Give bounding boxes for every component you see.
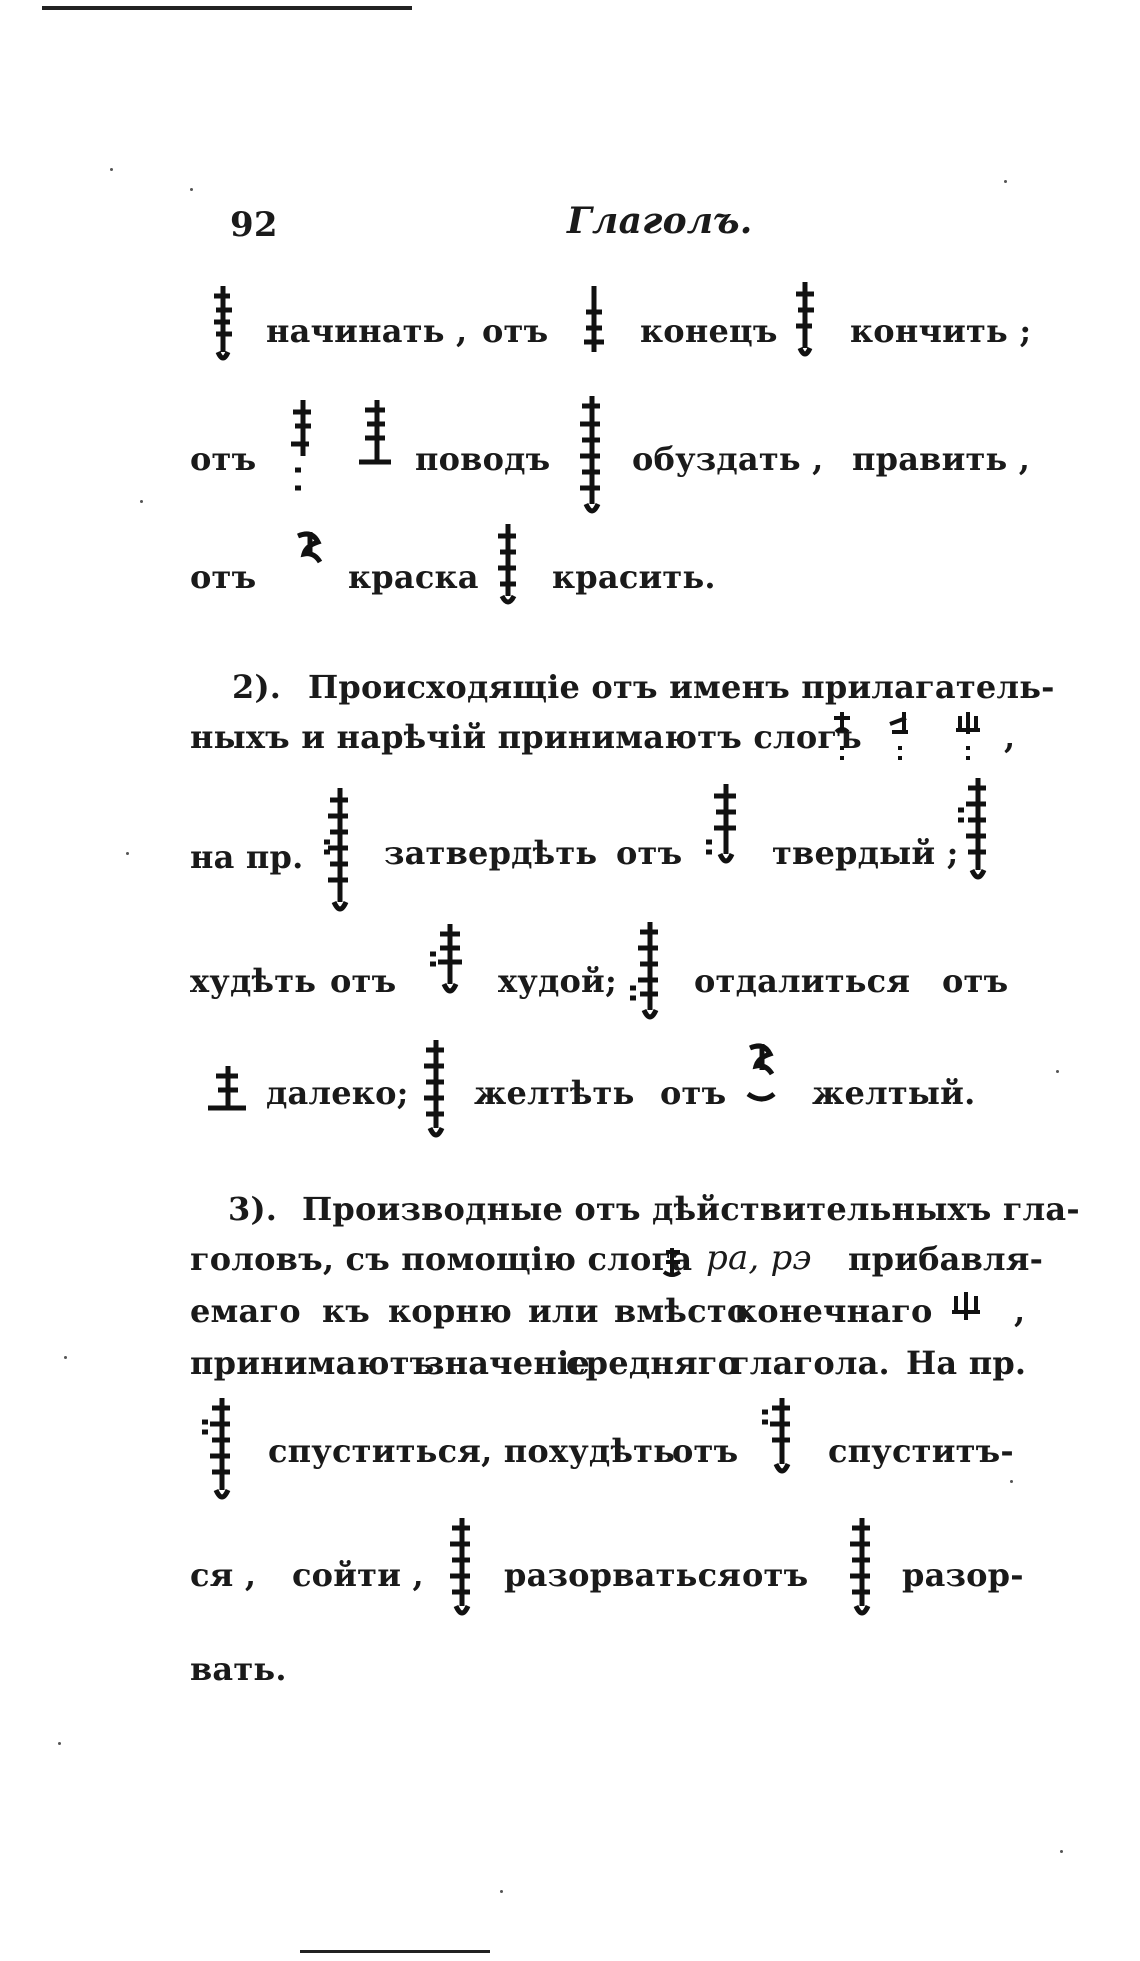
text: затвердѣть <box>384 834 598 872</box>
text: вать. <box>190 1650 287 1688</box>
text: отъ <box>616 834 683 872</box>
mongolian-suffix-icon <box>660 1244 686 1278</box>
text: глагола. <box>730 1344 890 1382</box>
mongolian-word-icon <box>440 1514 480 1626</box>
mongolian-word-icon <box>624 918 668 1030</box>
text: или <box>528 1292 599 1330</box>
scan-speck <box>58 1742 61 1745</box>
top-page-rule <box>42 6 412 10</box>
text: ра, рэ <box>706 1238 812 1278</box>
mongolian-suffix-icon <box>946 1288 986 1328</box>
mongolian-word-icon <box>355 396 395 476</box>
mongolian-word-icon <box>204 1062 250 1118</box>
text: твердый ; <box>772 834 959 872</box>
text: далеко; <box>266 1074 409 1112</box>
mongolian-word-icon <box>285 396 319 506</box>
mongolian-word-icon <box>742 1040 782 1112</box>
text: спуститься, похудѣть <box>268 1432 676 1470</box>
scan-speck <box>64 1356 67 1359</box>
text: отъ <box>190 558 257 596</box>
mongolian-word-icon <box>840 1514 880 1626</box>
mongolian-word-icon <box>490 520 524 612</box>
text: конецъ <box>640 312 778 350</box>
text: красить. <box>552 558 716 596</box>
text: , <box>1004 718 1016 756</box>
text: на пр. <box>190 838 304 876</box>
running-title: Глаголъ. <box>567 200 753 242</box>
mongolian-word-icon <box>424 920 470 1002</box>
mongolian-suffix-icon <box>950 708 986 766</box>
text: Происходящіе отъ именъ прилагатель- <box>308 668 1055 706</box>
mongolian-word-icon <box>318 784 358 924</box>
scan-speck <box>1010 1480 1013 1483</box>
mongolian-word-icon <box>790 278 820 362</box>
text: обуздать , <box>632 440 824 478</box>
text: отъ <box>660 1074 727 1112</box>
mongolian-word-icon <box>570 392 610 522</box>
scan-speck <box>1060 1850 1063 1853</box>
text: худой; <box>498 962 617 1000</box>
text: сойти , <box>292 1556 424 1594</box>
text: отъ <box>742 1556 809 1594</box>
text: отъ <box>672 1432 739 1470</box>
scan-speck <box>1004 180 1007 183</box>
text: конечнаго <box>734 1292 933 1330</box>
text: кончить ; <box>850 312 1032 350</box>
text: спуститъ- <box>828 1432 1014 1470</box>
text: желтѣть <box>474 1074 635 1112</box>
text: поводъ <box>415 440 551 478</box>
mongolian-word-icon <box>952 774 996 892</box>
text: отдалиться <box>694 962 911 1000</box>
scan-speck <box>140 500 143 503</box>
scan-speck <box>500 1890 503 1893</box>
text: править , <box>852 440 1031 478</box>
text: емаго <box>190 1292 301 1330</box>
page-number: 92 <box>230 205 278 245</box>
text: 2). <box>232 668 282 706</box>
mongolian-word-icon <box>414 1036 454 1148</box>
scan-speck <box>126 852 129 855</box>
text: отъ <box>190 440 257 478</box>
scan-speck <box>190 188 193 191</box>
text: отъ <box>942 962 1009 1000</box>
text: ныхъ и нарѣчій принимаютъ слогъ <box>190 718 862 756</box>
text: корню <box>388 1292 513 1330</box>
text: 3). <box>228 1190 278 1228</box>
text: прибавля- <box>848 1240 1044 1278</box>
scan-speck <box>1056 1070 1059 1073</box>
text: вмѣсто <box>614 1292 749 1330</box>
scan-speck <box>110 168 113 171</box>
text: отъ <box>482 312 549 350</box>
text: желтый. <box>812 1074 976 1112</box>
text: , <box>1014 1292 1026 1330</box>
text: отъ <box>330 962 397 1000</box>
text: краска <box>348 558 479 596</box>
text: средняго <box>566 1344 740 1382</box>
mongolian-word-icon <box>580 282 608 362</box>
mongolian-word-icon <box>196 1394 240 1510</box>
text: ся , <box>190 1556 257 1594</box>
text: начинать , <box>266 312 468 350</box>
bottom-page-rule <box>300 1950 490 1953</box>
text: Производные отъ дѣйствительныхъ гла- <box>302 1190 1080 1228</box>
mongolian-word-icon <box>208 282 238 364</box>
mongolian-word-icon <box>756 1394 800 1484</box>
text: къ <box>322 1292 371 1330</box>
mongolian-word-icon <box>700 780 746 872</box>
mongolian-word-icon <box>292 528 326 578</box>
mongolian-suffix-icon <box>826 708 856 766</box>
text: головъ, съ помощію слога <box>190 1240 693 1278</box>
text: принимаютъ <box>190 1344 435 1382</box>
text: худѣть <box>190 962 317 1000</box>
text: разорваться <box>504 1556 742 1594</box>
text: разор- <box>902 1556 1024 1594</box>
text: значеніе <box>424 1344 590 1382</box>
text: На пр. <box>906 1344 1027 1382</box>
mongolian-suffix-icon <box>884 708 914 766</box>
